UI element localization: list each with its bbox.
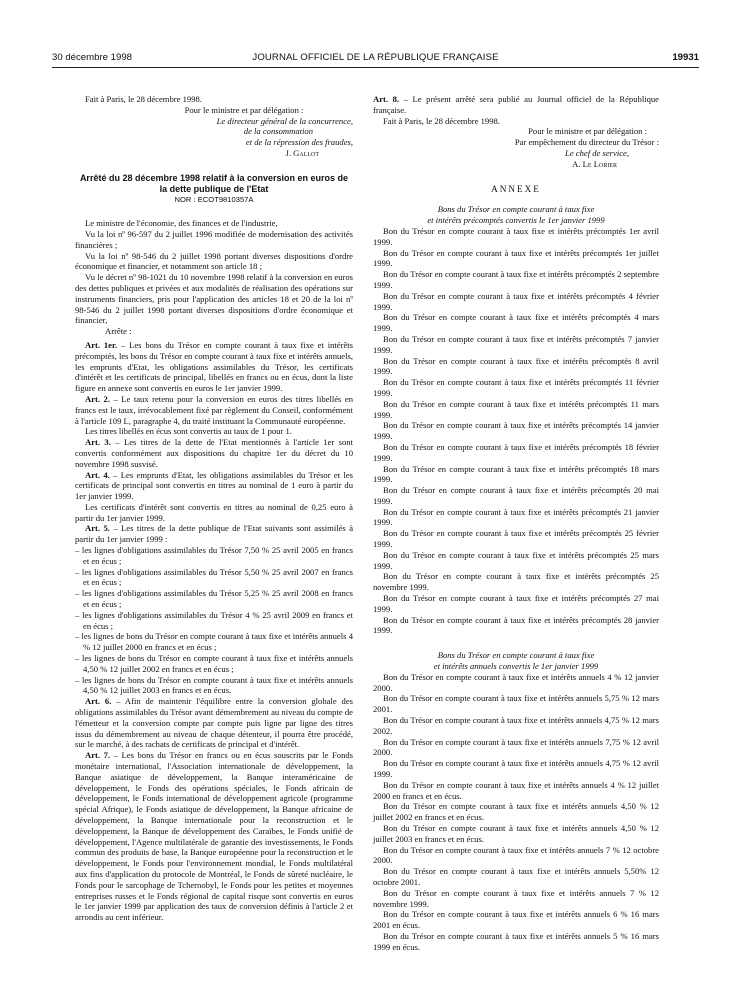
article-1 — [75, 340, 353, 394]
sig-pour: Pour le ministre et par délégation : — [528, 126, 647, 137]
article-8-label: Art. 8. — [373, 94, 400, 104]
annexe-title: ANNEXE — [491, 183, 541, 194]
article-5 — [75, 523, 353, 545]
article-5-item: – les lignes d'obligations assimilables du Trésor 5,25 % 25 avril 2008 en francs et en écus ; — [75, 588, 353, 610]
article-4-label: Art. 4. — [85, 469, 110, 480]
list-item: Bon du Trésor en compte courant à taux fixe et intérêts précomptés 28 janvier 1999. — [373, 614, 659, 636]
article-8-text: – Le présent arrêté sera publié au Journal officiel de la République française. — [373, 94, 659, 115]
list-item: Bon du Trésor en compte courant à taux fixe et intérêts précomptés 20 mai 1999. — [373, 485, 659, 506]
prev-role1: Le directeur général de la concurrence, — [216, 115, 353, 126]
list-item: Bon du Trésor en compte courant à taux fixe et intérêts précomptés 11 février 1999. — [373, 377, 659, 398]
decree-title: Arrêté du 28 décembre 1998 relatif à la conversion en euros de la dette publique de l'Etat — [79, 172, 349, 194]
article-4 — [75, 470, 353, 502]
article-2b: Les titres libellés en écus sont convertis au taux de 1 pour 1. — [85, 426, 292, 437]
list-item: Bon du Trésor en compte courant à taux fixe et intérêts précomptés 25 novembre 1999. — [373, 571, 659, 593]
article-2-text: – Le taux retenu pour la conversion en euros des titres libellés en francs est le taux, irrévocablement fixé par règlement du Conseil, conformément à l'article 109 L, paragraphe 4, du traité instituant la Communauté européenne. — [75, 393, 354, 426]
article-5-item: – les lignes de bons du Trésor en compte courant à taux fixe et intérêts annuels 4,50 % 12 juillet 2003 en francs et en écus. — [75, 674, 353, 696]
annexe-list-2 — [373, 672, 659, 953]
article-1-label: Art. 1er. — [85, 339, 118, 350]
prev-name: J. Gallot — [285, 147, 319, 158]
list-item: Bon du Trésor en compte courant à taux fixe et intérêts annuels 5,75 % 12 mars 2001. — [373, 693, 659, 715]
article-5-text: – Les titres de la dette publique de l'Etat suivants sont assimilés à partir du 1er janvier 1999 : — [75, 523, 354, 545]
prev-role2: de la consommation — [243, 126, 313, 137]
list-item: Bon du Trésor en compte courant à taux fixe et intérêts précomptés 2 septembre 1999. — [373, 269, 659, 290]
header-rule — [52, 67, 699, 68]
article-5-item: – les lignes d'obligations assimilables du Trésor 4 % 25 avril 2009 en francs et en écus ; — [75, 609, 353, 631]
prev-role3: et de la répression des fraudes, — [245, 137, 353, 148]
article-2 — [75, 394, 353, 426]
list-item: Bon du Trésor en compte courant à taux fixe et intérêts annuels 6 % 16 mars 2001 en écus. — [373, 909, 659, 931]
article-6 — [75, 696, 353, 750]
sig-chef: Le chef de service, — [565, 147, 629, 158]
annexe-subtitle-1a: Bons du Trésor en compte courant à taux fixe — [437, 204, 595, 215]
list-item: Bon du Trésor en compte courant à taux fixe et intérêts annuels 7,75 % 12 avril 2000. — [373, 736, 659, 758]
list-item: Bon du Trésor en compte courant à taux fixe et intérêts précomptés 25 mars 1999. — [373, 549, 659, 571]
issue-date: 30 décembre 1998 — [52, 52, 133, 63]
article-1-text: – Les bons du Trésor en compte courant à taux fixe et intérêts précomptés, les bons du Trésor en compte courant à taux fixe et intérêts annuels, les emprunts d'Etat, les obligations assimilables du Trésor, les certificats d'intérêt et les certificats de principal, libellés en francs ou en écus, dont la liste figure en annexe sont convertis en euros le 1er janvier 1999. — [75, 339, 353, 394]
preamble-3: Vu la loi nº 98-546 du 2 juillet 1998 portant diverses dispositions d'ordre économique et financier, et notamment son article 18 ; — [75, 250, 353, 272]
annexe-subtitle-2a: Bons du Trésor en compte courant à taux fixe — [437, 650, 595, 661]
list-item: Bon du Trésor en compte courant à taux fixe et intérêts précomptés 8 avril 1999. — [373, 355, 659, 377]
article-6-text: – Afin de maintenir l'équilibre entre la conversion globale des obligations assimilables du Trésor avant démembrement au niveau du compte de l'émetteur et la conversion compte par compte puis ligne par ligne des titres issus du démembrement au niveau de chaque détenteur, il pourra être procédé, sur le marché, à des rachats de certificats de principal et d'intérêt. — [75, 696, 353, 750]
article-7-text: – Les bons du Trésor en francs ou en écus souscrits par le Fonds monétaire international, l'Association internationale de développement, la Banque asiatique de développement, la Banque interaméricaine de développement, le Fonds des opérations spéciales, le Fonds africain de développement, le Fonds international de développement agricole (programme spécial Afrique), le Fonds asiatique de développement, la Banque africaine de développement, la Banque internationale pour la reconstruction et le développement, la Banque de développement des Caraïbes, le Fonds unifié de développement, l'Agence multilatérale de garantie des investissements, le Fonds commun des produits de base, la Banque européenne pour la reconstruction et le développement, le Fonds pour l'environnement mondial, le Fonds multilatéral aux fins d'application du protocole de Montréal, le Fonds de sûreté nucléaire, le Fonds pour le sarcophage de Tchernobyl, le Fonds pour les petites et moyennes entreprises russes et le Fonds régional de capital risque sont convertis en euros le 1er janvier 1999 par application des taux de conversion définis à l'article 2 et arrondis au cent inférieur. — [75, 750, 354, 923]
list-item: Bon du Trésor en compte courant à taux fixe et intérêts précomptés 18 mars 1999. — [373, 463, 659, 485]
prev-pour: Pour le ministre et par délégation : — [184, 104, 304, 115]
article-7 — [75, 750, 353, 923]
list-item: Bon du Trésor en compte courant à taux fixe et intérêts précomptés 11 mars 1999. — [373, 398, 659, 420]
left-column — [75, 94, 353, 923]
list-item: Bon du Trésor en compte courant à taux fixe et intérêts précomptés 4 mars 1999. — [373, 312, 659, 334]
article-8 — [373, 94, 659, 116]
list-item: Bon du Trésor en compte courant à taux fixe et intérêts précomptés 18 février 1999. — [373, 441, 659, 463]
preamble-4: Vu le décret nº 98-1021 du 10 novembre 1998 relatif à la conversion en euros des dettes publiques et privées et aux modalités de réalisation des opérations sur instruments financiers, pris pour l'application des articles 18 et 20 de la loi nº 98-546 du 2 juillet 1998 portant diverses dispositions d'ordre économique et financier, — [75, 272, 353, 326]
list-item: Bon du Trésor en compte courant à taux fixe et intérêts précomptés 1er juillet 1999. — [373, 247, 659, 269]
list-item: Bon du Trésor en compte courant à taux fixe et intérêts annuels 4,75 % 12 mars 2002. — [373, 715, 659, 736]
arrete: Arrête : — [105, 326, 132, 337]
article-3 — [75, 437, 353, 469]
list-item: Bon du Trésor en compte courant à taux fixe et intérêts annuels 5,50% 12 octobre 2001. — [373, 866, 659, 887]
list-item: Bon du Trésor en compte courant à taux fixe et intérêts annuels 4,50 % 12 juillet 2003 en francs et en écus. — [373, 823, 659, 844]
list-item: Bon du Trésor en compte courant à taux fixe et intérêts précomptés 25 février 1999. — [373, 528, 659, 550]
prev-fait: Fait à Paris, le 28 décembre 1998. — [85, 94, 202, 104]
article-2-label: Art. 2. — [85, 393, 110, 404]
article-4b: Les certificats d'intérêt sont convertis en titres au nominal de 0,25 euro à partir du 1er janvier 1999. — [75, 501, 353, 523]
list-item: Bon du Trésor en compte courant à taux fixe et intérêts annuels 4,75 % 12 avril 1999. — [373, 758, 659, 780]
journal-title: JOURNAL OFFICIEL DE LA RÉPUBLIQUE FRANÇAISE — [252, 52, 499, 63]
list-item: Bon du Trésor en compte courant à taux fixe et intérêts précomptés 7 janvier 1999. — [373, 333, 659, 355]
article-3-text: – Les titres de la dette de l'Etat mentionnés à l'article 1er sont convertis conformément aux dispositions du chapitre 1er du décret du 10 novembre 1998 susvisé. — [75, 437, 353, 469]
list-item: Bon du Trésor en compte courant à taux fixe et intérêts précomptés 14 janvier 1999. — [373, 420, 659, 442]
nor-reference: NOR : ECOT9810357A — [174, 195, 254, 205]
article-5-item: – les lignes de bons du Trésor en compte courant à taux fixe et intérêts annuels 4,50 % 12 juillet 2002 en francs et en écus ; — [75, 653, 353, 674]
article-4-text: – Les emprunts d'Etat, les obligations assimilables du Trésor et les certificats de principal sont convertis en titres au nominal de 1 euro à partir du 1er janvier 1999. — [75, 469, 353, 502]
preamble-2: Vu la loi nº 96-597 du 2 juillet 1996 modifiée de modernisation des activités financières ; — [75, 228, 353, 250]
list-item: Bon du Trésor en compte courant à taux fixe et intérêts annuels 4,50 % 12 juillet 2002 en francs et en écus. — [373, 801, 659, 823]
annexe-subtitle-1b: et intérêts précomptés convertis le 1er janvier 1999 — [427, 215, 605, 226]
article-3-label: Art. 3. — [85, 437, 111, 448]
list-item: Bon du Trésor en compte courant à taux fixe et intérêts annuels 4 % 12 juillet 2000 en francs et en écus. — [373, 779, 659, 801]
list-item: Bon du Trésor en compte courant à taux fixe et intérêts précomptés 21 janvier 1999. — [373, 506, 659, 528]
annexe-subtitle-1 — [373, 204, 659, 226]
annexe-subtitle-2b: et intérêts annuels convertis le 1er janvier 1999 — [433, 661, 599, 672]
article-5-item: – les lignes de bons du Trésor en compte courant à taux fixe et intérêts annuels 4 % 12 juillet 2000 en francs et en écus ; — [75, 631, 353, 653]
article-5-label: Art. 5. — [85, 523, 110, 534]
list-item: Bon du Trésor en compte courant à taux fixe et intérêts annuels 7 % 12 octobre 2000. — [373, 844, 659, 866]
article-5-item: – les lignes d'obligations assimilables du Trésor 7,50 % 25 avril 2005 en francs et en écus ; — [75, 545, 353, 566]
article-5-item: – les lignes d'obligations assimilables du Trésor 5,50 % 25 avril 2007 en francs et en écus ; — [75, 566, 353, 588]
sig-empech: Par empêchement du directeur du Trésor : — [514, 137, 659, 148]
sig-name: A. Le Lorier — [572, 158, 617, 169]
list-item: Bon du Trésor en compte courant à taux fixe et intérêts précomptés 27 mai 1999. — [373, 593, 659, 614]
list-item: Bon du Trésor en compte courant à taux fixe et intérêts annuels 4 % 12 janvier 2000. — [373, 671, 659, 693]
list-item: Bon du Trésor en compte courant à taux fixe et intérêts précomptés 1er avril 1999. — [373, 225, 659, 247]
annexe-list-1 — [373, 226, 659, 636]
page-header — [52, 52, 699, 66]
article-6-label: Art. 6. — [85, 696, 112, 707]
list-item: Bon du Trésor en compte courant à taux fixe et intérêts annuels 5 % 16 mars 1999 en écus. — [373, 930, 659, 952]
page-number: 19931 — [672, 52, 699, 63]
article-7-label: Art. 7. — [85, 750, 111, 761]
preamble-1: Le ministre de l'économie, des finances et de l'industrie, — [85, 218, 278, 229]
list-item: Bon du Trésor en compte courant à taux fixe et intérêts précomptés 4 février 1999. — [373, 290, 659, 312]
right-column — [373, 94, 659, 953]
list-item: Bon du Trésor en compte courant à taux fixe et intérêts annuels 7 % 12 novembre 1999. — [373, 887, 659, 909]
annexe-subtitle-2 — [373, 650, 659, 672]
sig-fait: Fait à Paris, le 28 décembre 1998. — [383, 115, 500, 126]
